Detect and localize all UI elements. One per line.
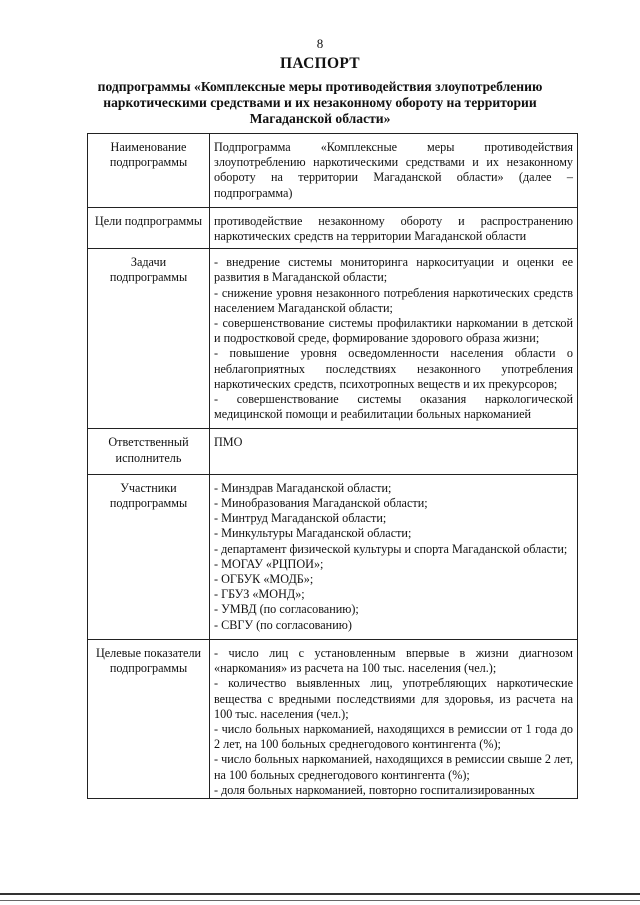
- row-label: Наименование подпрограммы: [88, 134, 210, 208]
- participant-item: - СВГУ (по согласованию): [214, 617, 352, 632]
- task-item: - внедрение системы мониторинга наркоситуации и оценки ее развития в Магаданской области;: [214, 255, 573, 285]
- task-item: - совершенствование системы оказания наркологической медицинской помощи и реабилитации больных наркоманией: [214, 392, 573, 422]
- page-number: 8: [316, 36, 324, 51]
- row-value: [210, 249, 578, 429]
- participant-item: - МОГАУ «РЦПОИ»;: [214, 556, 324, 571]
- task-item: - снижение уровня незаконного потребления наркотических средств населением Магаданской области;: [214, 285, 573, 315]
- row-value: противодействие незаконному обороту и распространению наркотических средств на территории Магаданской области: [210, 207, 578, 248]
- table-row: [88, 639, 578, 798]
- row-value: [210, 639, 578, 798]
- task-item: - повышение уровня осведомленности населения области о неблагоприятных последствиях незаконного употребления наркотических средств, психотропных веществ и их прекурсоров;: [214, 346, 573, 391]
- row-label: Целевые показатели подпрограммы: [88, 639, 210, 798]
- indicator-item: - количество выявленных лиц, употребляющих наркотические вещества с вредными последствиями для здоровья, из расчета на 100 тыс. населения (чел.);: [214, 676, 573, 721]
- document-subtitle: подпрограммы «Комплексные меры противодействия злоупотреблению наркотическими средствами и их незаконному обороту на территории Магаданской области»: [97, 79, 543, 126]
- indicator-item: - число больных наркоманией, находящихся в ремиссии свыше 2 лет, на 100 больных среднегодового контингента (%);: [214, 752, 573, 782]
- passport-table: [87, 133, 578, 799]
- scan-edge-line: [0, 900, 640, 901]
- scan-edge-line: [0, 893, 640, 895]
- participant-item: - департамент физической культуры и спорта Магаданской области;: [214, 541, 568, 556]
- participant-item: - ОГБУК «МОДБ»;: [214, 572, 314, 587]
- row-value: [210, 474, 578, 639]
- row-value: Подпрограмма «Комплексные меры противодействия злоупотреблению наркотическими средствами и их незаконному обороту на территории Магаданской области» (далее – подпрограмма): [210, 134, 578, 208]
- indicator-item: - доля больных наркоманией, повторно госпитализированных: [214, 782, 535, 797]
- table-row: [88, 474, 578, 639]
- participant-item: - ГБУЗ «МОНД»;: [214, 587, 305, 602]
- row-label: Цели подпрограммы: [88, 207, 210, 248]
- table-row: [88, 207, 578, 248]
- row-label: Задачи подпрограммы: [88, 249, 210, 429]
- task-item: - совершенствование системы профилактики наркомании в детской и подростковой среде, формирование здорового образа жизни;: [214, 316, 573, 346]
- participant-item: - Минкультуры Магаданской области;: [214, 526, 412, 541]
- participant-item: - Минобразования Магаданской области;: [214, 496, 428, 511]
- row-label: Ответственный исполнитель: [88, 429, 210, 474]
- table-row: [88, 249, 578, 429]
- participant-item: - УМВД (по согласованию);: [214, 602, 359, 617]
- indicator-item: - число больных наркоманией, находящихся в ремиссии от 1 года до 2 лет, на 100 больных среднегодового контингента (%);: [214, 721, 573, 752]
- participant-item: - Минздрав Магаданской области;: [214, 480, 392, 495]
- row-value: ПМО: [210, 429, 578, 474]
- document-title: ПАСПОРТ: [280, 55, 360, 72]
- table-row: [88, 134, 578, 208]
- participant-item: - Минтруд Магаданской области;: [214, 511, 387, 526]
- indicator-item: - число лиц с установленным впервые в жизни диагнозом «наркомания» из расчета на 100 тыс. населения (чел.);: [214, 645, 573, 676]
- table-row: [88, 429, 578, 474]
- row-label: Участники подпрограммы: [88, 474, 210, 639]
